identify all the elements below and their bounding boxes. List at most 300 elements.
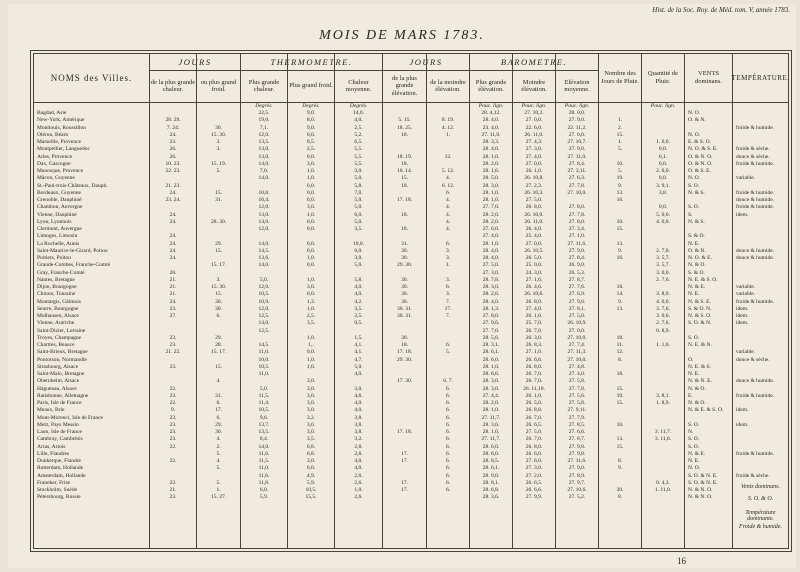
table-cell: 3,0.: [306, 160, 316, 167]
table-cell: 1.: [445, 262, 451, 269]
table-cell: 23.: [169, 305, 177, 312]
table-cell: [733, 371, 788, 378]
table-cell: [383, 270, 426, 277]
table-cell: S. O.: [688, 334, 700, 341]
table-cell: 4,0.: [354, 371, 363, 377]
table-cell: S.: [688, 211, 693, 218]
table-cell: 18.: [401, 226, 408, 232]
table-cell: [733, 335, 788, 342]
table-cell: [685, 349, 732, 356]
table-cell: N. & S. E.: [688, 298, 711, 305]
table-cell: 2.: [617, 124, 623, 131]
header-jours-froid: ou plus grand froid.: [197, 70, 240, 103]
table-cell: 26. 5,3.: [568, 269, 586, 276]
table-cell: 10.: [616, 421, 624, 428]
ville-name: Arras, Artois: [37, 443, 66, 450]
moyenne-list: [335, 110, 382, 502]
table-cell: 29.: [215, 334, 222, 341]
header-jours-chaleur: de la plus grande chaleur.: [150, 70, 196, 103]
table-cell: 3,0.: [306, 421, 316, 428]
table-cell: 27. 7,8.: [568, 211, 586, 218]
table-cell: 24.: [169, 233, 177, 240]
table-cell: 6. 12.: [441, 182, 455, 189]
table-cell: 27. 5,6.: [568, 392, 586, 399]
table-cell: 27. 7,0.: [482, 204, 500, 211]
header-baro-moy: Elévation moyenne.: [556, 70, 598, 103]
table-cell: [733, 458, 788, 465]
table-cell: [427, 335, 469, 342]
table-cell: 15. 17.: [210, 349, 227, 356]
table-cell: 27. 8,5.: [568, 421, 586, 428]
header-pluie-qte: Quantité de Pluie.: [642, 54, 684, 103]
ville-name: Stockholm, Suède: [37, 487, 78, 493]
table-cell: 26. 10,6.: [524, 291, 544, 298]
table-cell: 24.: [169, 255, 177, 261]
table-cell: 10,5.: [305, 487, 317, 493]
table-cell: 26.: [169, 269, 177, 276]
table-cell: 2. 7,6.: [656, 247, 670, 254]
table-cell: 11.: [616, 342, 624, 348]
table-cell: 5,0.: [354, 218, 363, 225]
table-cell: [599, 320, 641, 327]
table-cell: 13,0.: [258, 153, 270, 160]
table-cell: 0,0.: [306, 182, 316, 189]
table-cell: N. E.: [688, 240, 700, 247]
table-cell: 11,5.: [258, 458, 270, 464]
table-cell: 26. 10,3.: [524, 189, 544, 196]
table-cell: 6.: [445, 407, 451, 414]
table-cell: 17.: [401, 487, 408, 493]
table-cell: [599, 154, 641, 161]
table-cell: 27. 7,0.: [482, 327, 500, 334]
header-baro: BAROMETRE.: [470, 54, 598, 71]
table-cell: 17. 18.: [396, 349, 413, 356]
table-cell: 6,0.: [259, 487, 269, 493]
table-cell: S. O. & N.: [688, 320, 712, 327]
table-cell: 26. 6,0.: [525, 450, 543, 457]
table-cell: [197, 357, 240, 364]
table-cell: N. O.: [688, 131, 701, 138]
ville-name: Strasbourg, Alsace: [37, 363, 79, 370]
ville-name: Oléron, Béarn: [37, 131, 69, 138]
table-cell: 1.: [617, 139, 623, 145]
table-cell: 29. 30.: [396, 262, 413, 269]
table-cell: 14.: [616, 291, 624, 298]
table-cell: 27. 9,7.: [568, 479, 586, 486]
table-cell: 28. 3,0.: [482, 378, 500, 385]
table-cell: 16.: [616, 255, 624, 261]
table-cell: 10. 23.: [165, 160, 181, 167]
header-baro-haut: Plus grande élévation.: [470, 70, 512, 103]
table-cell: 27. 10,6.: [567, 487, 587, 493]
table-cell: 26. 5,0.: [525, 255, 543, 261]
table-cell: 9,6.: [259, 414, 269, 421]
table-cell: 26. 8,8.: [525, 407, 543, 414]
table-cell: 23.: [169, 429, 177, 435]
table-cell: [150, 320, 196, 327]
table-cell: 4.: [216, 436, 221, 443]
table-cell: [383, 400, 426, 407]
table-cell: 5,0.: [354, 363, 363, 370]
ville-name: Montpellier, Languedoc: [37, 146, 90, 153]
table-cell: 5,9.: [259, 494, 269, 501]
table-cell: 6,0.: [306, 465, 316, 472]
table-cell: 12.: [444, 153, 452, 160]
ville-name: Chartres, Beauce: [37, 342, 75, 348]
table-cell: 3. 8,1.: [656, 392, 670, 399]
table-cell: 16,4.: [258, 197, 270, 203]
ville-name: Grande-Combes, Franche-Comté: [37, 262, 111, 269]
header-baro-bas: Moindre élévation.: [513, 70, 555, 103]
table-cell: 22,5.: [258, 110, 270, 116]
table-cell: 9.: [617, 247, 623, 254]
table-cell: 0,0.: [306, 291, 316, 298]
table-cell: [733, 110, 788, 117]
table-cell: 27. 11,3.: [567, 349, 587, 356]
table-cell: 4.: [445, 226, 451, 232]
table-cell: 0,0.: [658, 146, 668, 153]
table-cell: N. O. & E.: [688, 255, 712, 261]
table-cell: 2,5.: [306, 146, 316, 153]
ville-name: Marseille, Provence: [37, 139, 81, 145]
table-cell: [599, 429, 641, 436]
table-cell: 5,0.: [259, 385, 269, 392]
table-cell: [383, 422, 426, 429]
table-cell: 1,0.: [306, 168, 316, 174]
table-cell: 11,6.: [258, 472, 270, 479]
table-cell: 4. 12.: [441, 124, 455, 131]
table-cell: 26. 3,0.: [525, 334, 543, 341]
table-cell: S. O. & N. E.: [688, 472, 718, 479]
table-cell: 29. 30.: [396, 356, 413, 363]
table-cell: 27. 3,4.: [568, 226, 586, 232]
table-cell: [733, 262, 788, 269]
table-cell: froide & humide.: [736, 189, 775, 196]
table-cell: [150, 110, 196, 117]
table-cell: [197, 212, 240, 219]
table-cell: [642, 125, 684, 132]
table-cell: 12,0.: [258, 305, 270, 312]
table-cell: [150, 357, 196, 364]
table-cell: 26. 8,0.: [525, 298, 543, 305]
units-pouces: Pouc. lign.: [521, 103, 547, 109]
table-cell: 30.: [401, 334, 408, 341]
table-cell: 30.: [215, 305, 222, 312]
table-cell: 29.: [215, 421, 222, 428]
ville-name: Troyes, Champagne: [37, 334, 82, 341]
table-cell: 2,6.: [354, 472, 363, 479]
table-cell: 27. 10,0.: [567, 334, 587, 341]
col-moyenne: [335, 54, 383, 548]
table-cell: N. & N. O.: [688, 487, 713, 493]
table-cell: [599, 480, 641, 487]
table-cell: 26. 1,6.: [525, 313, 543, 319]
table-cell: 13.: [616, 240, 624, 247]
table-cell: [427, 270, 469, 277]
table-cell: 28. 2,6.: [482, 291, 500, 298]
table-cell: [197, 473, 240, 480]
table-cell: [427, 161, 469, 168]
ville-name: Chambon, Auvergne: [37, 204, 83, 211]
col-baro-moy: [556, 54, 599, 548]
table-cell: 27. 4,0.: [525, 153, 543, 160]
table-cell: [685, 125, 732, 132]
table-cell: 27. 11,7.: [481, 436, 501, 443]
units-pouces: Pouc. lign.: [650, 103, 676, 109]
table-cell: [427, 357, 469, 364]
table-cell: 27. 6,3.: [568, 175, 586, 182]
table-cell: [642, 494, 684, 501]
table-cell: 10,5.: [258, 407, 270, 414]
table-cell: 14,0.: [258, 160, 270, 167]
table-cell: 13,6.: [258, 255, 270, 261]
baro-bas-list: [513, 110, 555, 502]
table-cell: [733, 168, 788, 175]
table-cell: 25. 0,0.: [525, 262, 543, 269]
table-cell: 3,5.: [354, 305, 363, 312]
table-cell: [383, 473, 426, 480]
table-cell: 0,5.: [354, 320, 363, 327]
table-cell: 13,0.: [258, 211, 270, 218]
table-cell: 1,0.: [306, 211, 316, 218]
table-cell: 4.: [216, 458, 221, 464]
table-cell: 26. 7,0.: [525, 327, 543, 334]
ville-name: Dunkerque, Flandre: [37, 458, 81, 464]
table-cell: 6.: [445, 465, 451, 472]
table-cell: 6.: [445, 421, 451, 428]
table-cell: 6.: [445, 189, 451, 196]
table-cell: [733, 436, 788, 443]
table-cell: 9.: [617, 465, 623, 472]
table-cell: 27. 5,0.: [525, 197, 543, 203]
table-cell: 27. 5,2.: [568, 494, 586, 501]
table-cell: 28. 1,0.: [482, 153, 500, 160]
table-cell: douce & humide.: [736, 197, 775, 203]
table-cell: 0,0.: [306, 197, 316, 203]
table-cell: 5,2.: [354, 131, 363, 138]
header-jours-haut: de la plus grande élévation.: [383, 70, 426, 103]
table-cell: 27. 1,6.: [525, 276, 543, 283]
table-cell: 27. 8,4.: [568, 160, 586, 167]
table-cell: 23.: [169, 421, 177, 428]
table-cell: 3. 9,1.: [656, 182, 670, 189]
table-cell: N. & S. O.: [688, 313, 712, 319]
table-cell: 10,0.: [353, 240, 364, 247]
table-cell: 6.: [445, 385, 451, 392]
table-cell: [642, 364, 684, 371]
table-cell: [427, 494, 469, 501]
table-cell: 1. 1,6.: [656, 342, 670, 348]
table-cell: 5,0.: [354, 175, 363, 182]
table-cell: 26. 5,0.: [525, 400, 543, 406]
table-cell: 27. 5,8.: [568, 378, 586, 385]
table-cell: 9.: [617, 298, 623, 305]
table-cell: [383, 407, 426, 414]
table-cell: [733, 429, 788, 436]
table-cell: S. & O.: [688, 233, 705, 240]
header-jours: JOURS: [150, 54, 240, 71]
table-cell: 26. 8,0.: [525, 363, 543, 370]
table-cell: 27. 5,8.: [568, 400, 586, 406]
table-cell: 27. 3,0.: [482, 269, 500, 276]
col-temperature: [733, 54, 788, 548]
weather-table: [33, 53, 789, 549]
table-cell: 28. 1,0.: [482, 429, 500, 435]
table-cell: [733, 183, 788, 190]
table-cell: 28. 3,0.: [482, 182, 500, 189]
table-cell: [642, 415, 684, 422]
ville-name: Nantes, Bretagne: [37, 276, 75, 283]
table-cell: variable.: [736, 284, 756, 290]
table-cell: froide & humide.: [736, 204, 775, 211]
units-degres: Degrés.: [255, 103, 273, 109]
table-cell: 25. 7,0.: [525, 320, 543, 327]
table-cell: 24.: [169, 240, 177, 247]
col-plus-froid: [288, 54, 335, 548]
table-cell: 27. 9,8.: [568, 450, 586, 457]
table-cell: 22. 6,0.: [525, 124, 543, 131]
legend-temp-value: Froide & humide.: [739, 524, 782, 530]
table-cell: 15.: [401, 175, 408, 182]
ville-name: Metz, Pays Messin: [37, 421, 79, 428]
table-cell: [685, 226, 732, 233]
table-cell: S. O.: [688, 421, 700, 428]
table-cell: 26. 9,0.: [568, 262, 586, 269]
table-cell: N. E.: [688, 291, 700, 298]
table-cell: 12,0.: [258, 131, 270, 138]
table-cell: 23.: [169, 139, 177, 145]
table-cell: N. & O.: [688, 400, 706, 406]
table-cell: 16.: [616, 197, 624, 203]
table-cell: 10,9.: [258, 298, 270, 305]
table-cell: 6,1.: [658, 153, 668, 160]
header-plus-chaleur: Plus grande chaleur.: [241, 70, 287, 103]
table-cell: 4,0.: [354, 284, 363, 290]
table-cell: 4,7.: [354, 356, 363, 363]
col-pluie-jours: [599, 54, 642, 548]
table-cell: 1.: [445, 131, 451, 138]
table-cell: 2,5.: [354, 313, 363, 319]
table-cell: 10,5.: [258, 363, 270, 370]
table-cell: N. & O.: [688, 262, 706, 269]
table-cell: [335, 270, 382, 277]
table-cell: 3. 0,0.: [656, 269, 670, 276]
table-cell: [150, 378, 196, 385]
table-cell: 10. 14.: [396, 168, 413, 174]
table-cell: 26. 10,8.: [524, 175, 544, 182]
table-cell: 24.: [169, 247, 177, 254]
table-cell: [599, 473, 641, 480]
ville-name: Obernheim, Alsace: [37, 378, 80, 385]
table-cell: 13,0.: [258, 146, 270, 153]
table-cell: S. O.: [688, 436, 700, 443]
table-cell: 11,0.: [258, 465, 270, 472]
table-cell: [427, 139, 469, 146]
table-cell: 12,0.: [258, 204, 270, 211]
table-cell: [685, 197, 732, 204]
table-cell: 11,8.: [258, 479, 270, 486]
table-cell: 1.: [216, 487, 221, 493]
table-cell: [599, 364, 641, 371]
table-cell: [733, 277, 788, 284]
baro-moy-list: [556, 110, 598, 502]
table-cell: 7.: [445, 298, 451, 305]
table-cell: 24.: [169, 298, 177, 305]
units-pouces: Pouc. lign.: [564, 103, 590, 109]
table-cell: 6.: [445, 436, 451, 443]
table-cell: 3,0.: [306, 385, 316, 392]
table-cell: 23.: [169, 363, 177, 370]
table-cell: [642, 132, 684, 139]
table-cell: 7,0.: [354, 189, 363, 196]
table-cell: [383, 320, 426, 327]
table-cell: 21.: [169, 284, 177, 290]
table-cell: [733, 139, 788, 146]
table-cell: 27. 3,0.: [525, 465, 543, 472]
table-cell: idem.: [736, 305, 749, 312]
table-cell: 23.: [169, 414, 177, 421]
table-cell: 30.: [401, 291, 408, 298]
table-cell: 7,0.: [259, 168, 269, 174]
table-cell: 5.: [445, 349, 451, 356]
table-cell: 26. 6,5.: [525, 479, 543, 486]
table-cell: 21. 23.: [165, 182, 181, 189]
table-cell: 0,0.: [306, 153, 316, 160]
table-cell: [599, 277, 641, 284]
table-cell: 27. 11,0.: [567, 153, 587, 160]
table-cell: variable.: [736, 175, 756, 182]
ville-name: Vienne, Autriche: [37, 320, 75, 327]
table-cell: S. & O. N.: [688, 305, 712, 312]
table-cell: [642, 335, 684, 342]
table-cell: 5,9.: [306, 479, 316, 486]
table-cell: 28.: [215, 342, 222, 348]
table-cell: 17.: [401, 458, 408, 464]
table-cell: 1. 11,0.: [654, 487, 672, 493]
table-cell: 2,8.: [354, 443, 363, 450]
table-cell: 22.: [169, 443, 177, 450]
page-number: 16: [677, 556, 686, 566]
col-jours-froid: [197, 54, 241, 548]
table-cell: 27. 10,7.: [567, 139, 587, 145]
table-cell: 3,0.: [306, 204, 316, 211]
table-cell: [427, 110, 469, 117]
table-cell: froide & humide.: [736, 124, 775, 131]
table-cell: 3,8.: [354, 429, 363, 435]
table-cell: 28. 3,6.: [482, 421, 500, 428]
table-cell: 28. 4,0.: [482, 255, 500, 261]
table-cell: 28. 8,1.: [482, 479, 500, 486]
table-cell: 27. 4,3.: [525, 139, 543, 145]
table-cell: 0,0.: [306, 189, 316, 196]
table-cell: 28. 3,3.: [482, 139, 500, 145]
table-cell: [599, 270, 641, 277]
table-cell: 3. 11,7.: [654, 429, 672, 435]
table-cell: 27. 11,6.: [567, 240, 587, 247]
ville-name: Rotterdam, Hollande: [37, 465, 84, 472]
table-cell: [642, 241, 684, 248]
table-cell: 28. 3,6.: [482, 494, 500, 501]
table-cell: 4,0.: [354, 291, 363, 298]
running-head: Hist. de la Soc. Roy. de Méd. tom. V, année 1783.: [652, 6, 790, 14]
table-cell: 3,0.: [306, 407, 316, 414]
table-cell: 27. 1,0.: [568, 233, 586, 240]
table-cell: [383, 233, 426, 240]
header-vents: VENTS dominans.: [685, 54, 732, 103]
table-cell: froide & humide.: [736, 450, 775, 457]
table-cell: 3. 5,7.: [656, 262, 670, 269]
table-cell: 28. 1,3.: [482, 305, 500, 312]
